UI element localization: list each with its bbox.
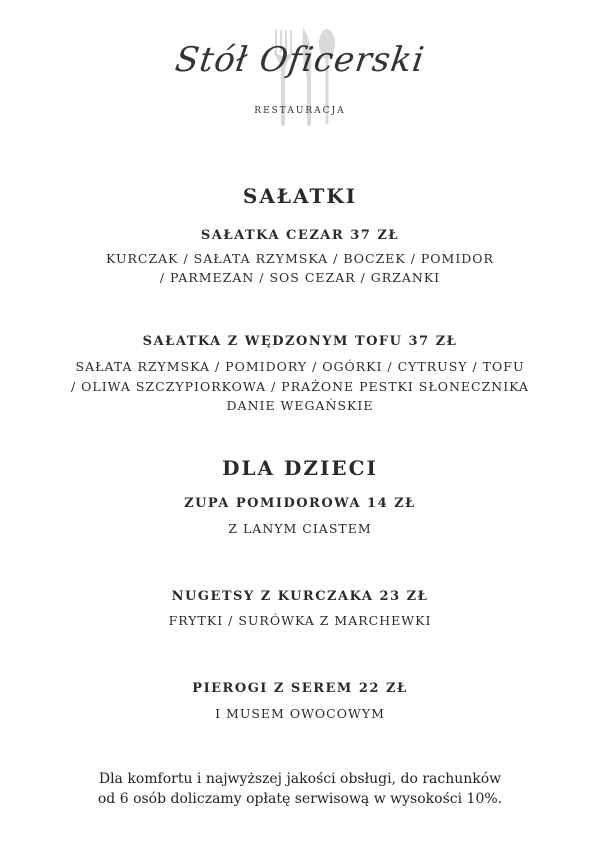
restaurant-logo <box>0 20 600 130</box>
menu-item-desc-line: KURCZAK / SAŁATA RZYMSKA / BOCZEK / POMIDOR <box>106 251 494 266</box>
menu-item-title: SAŁATKA Z WĘDZONYM TOFU 37 ZŁ <box>142 334 458 349</box>
menu-item-title: ZUPA POMIDOROWA 14 ZŁ <box>184 496 416 511</box>
service-note-line: Dla komfortu i najwyższej jakości obsługi, do rachunków <box>98 771 502 787</box>
section-title-salatki: SAŁATKI <box>242 184 358 208</box>
menu-item-desc-line: FRYTKI / SURÓWKA Z MARCHEWKI <box>168 613 432 628</box>
menu-item-title: PIEROGI Z SEREM 22 ZŁ <box>192 681 408 696</box>
menu-item-desc-line: Z LANYM CIASTEM <box>228 521 372 536</box>
menu-item-desc-line: SAŁATA RZYMSKA / POMIDORY / OGÓRKI / CYTRUSY / TOFU <box>75 359 525 374</box>
section-title-dla-dzieci: DLA DZIECI <box>222 456 378 480</box>
menu-item-title: SAŁATKA CEZAR 37 ZŁ <box>200 228 400 243</box>
menu-item-desc-line: / OLIWA SZCZYPIORKOWA / PRAŻONE PESTKI SŁONECZNIKA <box>70 379 530 394</box>
logo-name: Stół Oficerski <box>172 40 428 80</box>
menu-item-desc-line: DANIE WEGAŃSKIE <box>226 398 374 413</box>
menu-item-title: NUGETSY Z KURCZAKA 23 ZŁ <box>171 589 429 604</box>
logo-subtitle: RESTAURACJA <box>254 106 346 116</box>
menu-item-desc-line: / PARMEZAN / SOS CEZAR / GRZANKI <box>159 270 441 285</box>
menu-item-desc-line: I MUSEM OWOCOWYM <box>215 706 385 721</box>
service-note-line: od 6 osób doliczamy opłatę serwisową w wysokości 10%. <box>97 791 503 807</box>
